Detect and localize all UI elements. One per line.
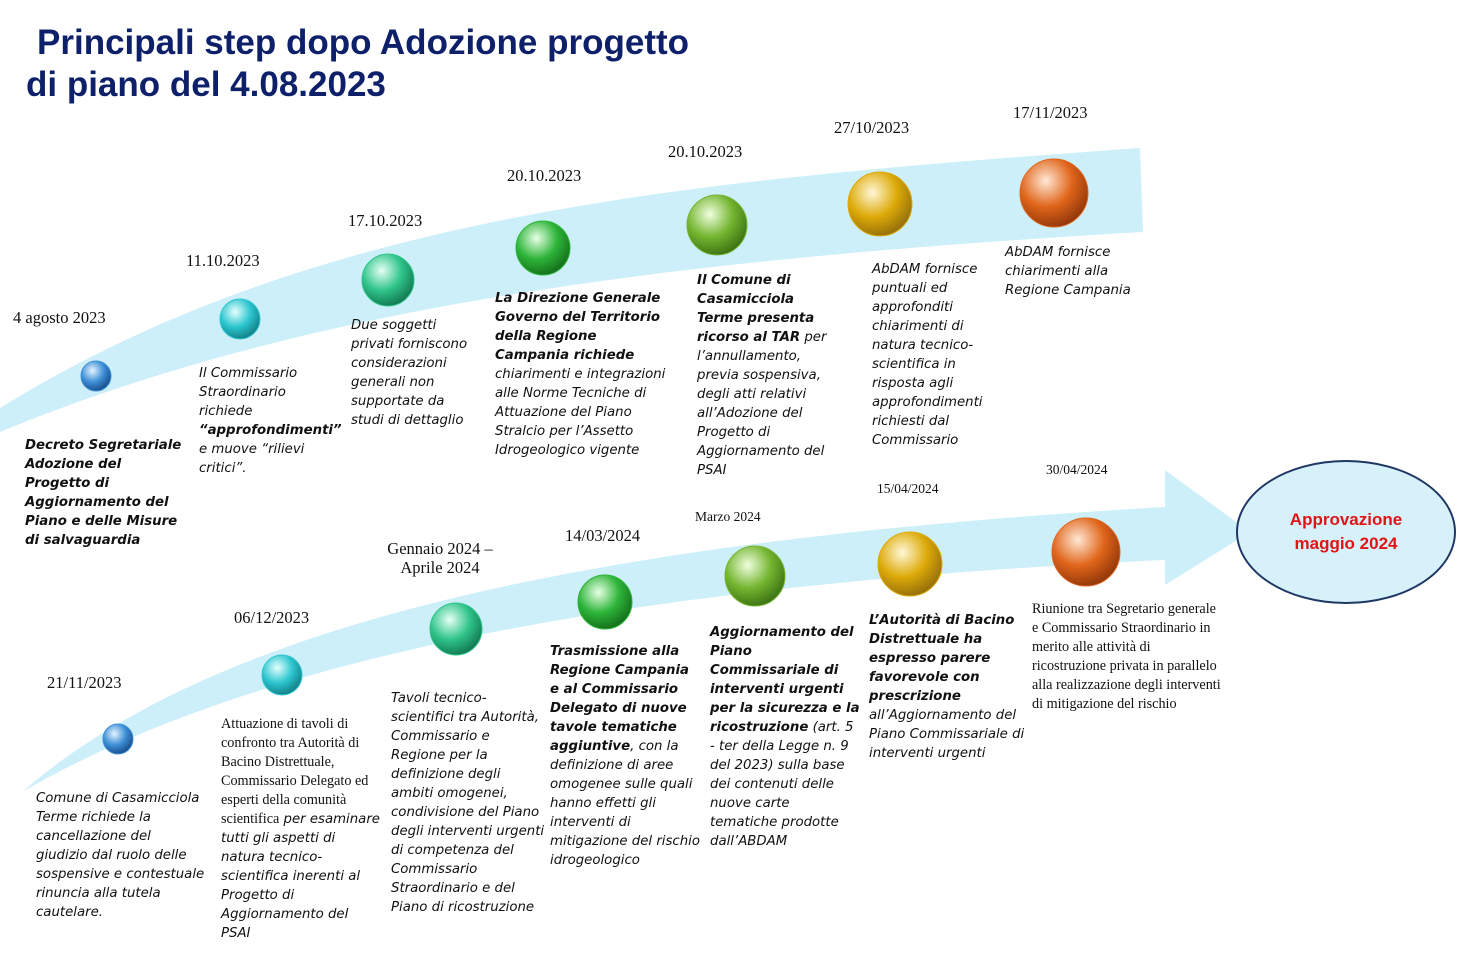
row1-milestone-dot-4: [516, 221, 570, 275]
row1-desc-3-part-1: Due soggetti privati forniscono considerazioni generali non supportate da studi di dettaglio: [351, 318, 468, 428]
row1-desc-6-part-1: AbDAM fornisce puntuali ed approfonditi chiarimenti di natura tecnico-scientifica in risposta agli approfondimenti richiesti dal Commissario: [872, 262, 983, 448]
row2-desc-3-part-1: Tavoli tecnico-scientifici tra Autorità, Commissario e Regione per la definizione degli ambiti omogenei, condivisione del Piano degli interventi urgenti di competenza del Commissario Straordinario e del Piano di ricostruzione: [391, 691, 545, 915]
row1-date-7: 17/11/2023: [1013, 103, 1088, 122]
row2-date-2: 06/12/2023: [234, 608, 310, 627]
row2-desc-7: [1032, 600, 1222, 714]
row2-desc-4-part-2: , con la definizione di aree omogenee sulle quali hanno effetti gli interventi di mitigazione del rischio idrogeologico: [550, 739, 700, 868]
row2-milestone-dot-3: [430, 603, 482, 655]
row2-desc-3: [391, 689, 546, 917]
row1-desc-4-part-2: chiarimenti e integrazioni alle Norme Tecniche di Attuazione del Piano Stralcio per l’Assetto Idrogeologico vigente: [495, 367, 666, 458]
row1-desc-2-part-1: Il Commissario Straordinario richiede: [199, 366, 298, 419]
row2-milestone-dot-5: [725, 546, 785, 606]
row1-desc-4-part-1: La Direzione Generale Governo del Territorio della Regione Campania richiede: [495, 291, 661, 363]
row2-desc-1-part-1: Comune di Casamicciola Terme richiede la cancellazione del giudizio dal ruolo delle sospensive e contestuale rinuncia alla tutela cautelare.: [36, 791, 205, 920]
row2-desc-2-part-3: per esaminare tutti gli aspetti di natura tecnico-scientifica inerenti al Progetto di Aggiornamento del PSAI: [221, 812, 380, 941]
row2-desc-4: [550, 642, 700, 870]
row2-desc-2-part-1: Attuazione di tavoli di confronto: [221, 716, 349, 751]
row1-desc-2: [199, 364, 342, 478]
row1-desc-4: [495, 289, 675, 460]
row1-date-3: 17.10.2023: [348, 211, 423, 230]
row2-desc-6-part-1: L’Autorità di Bacino Distrettuale ha espresso parere favorevole con prescrizione: [869, 613, 1015, 704]
row1-desc-3: [351, 316, 476, 430]
row2-desc-5-part-1: Aggiornamento del Piano Commissariale di interventi urgenti per la sicurezza e la ricostruzione: [710, 625, 860, 735]
row2-desc-2-part-2: tra Autorità di Bacino Distrettuale, Commissario Delegato ed esperti della comunità scientifica: [221, 735, 369, 827]
row1-desc-5-part-1: Il Comune di Casamicciola Terme presenta ricorso al TAR: [697, 273, 815, 345]
row2-date-7: 30/04/2024: [1046, 462, 1108, 477]
row2-desc-5: [710, 623, 860, 851]
row2-desc-6: [869, 611, 1034, 763]
row2-milestone-dot-2: [262, 655, 302, 695]
row1-desc-1-part-1: Decreto Segretariale Adozione del Progetto di Aggiornamento del Piano e delle Misure di salvaguardia: [25, 438, 182, 548]
row2-desc-5-part-2: (art. 5 - ter della Legge n. 9 del 2023) sulla base dei contenuti delle nuove carte tematiche prodotte dall’ABDAM: [710, 720, 854, 849]
row2-date-4: 14/03/2024: [565, 526, 641, 545]
row2-milestone-dot-7: [1052, 518, 1120, 586]
row2-milestone-dot-1: [103, 724, 133, 754]
row2-desc-7-part-1: Riunione tra Segretario generale e Commissario Straordinario in merito alle attività di ricostruzione: [1032, 601, 1216, 674]
row1-desc-6: [872, 260, 992, 450]
title-line-1: Principali step dopo Adozione progetto: [37, 23, 690, 62]
row1-date-5: 20.10.2023: [668, 142, 743, 161]
row2-desc-6-part-2: all’Aggiornamento del Piano Commissariale di interventi urgenti: [869, 708, 1025, 761]
row1-desc-1: [25, 436, 185, 550]
row2-desc-7-part-2: privata in parallelo alla realizzazione degli interventi di mitigazione del rischio: [1032, 658, 1221, 712]
row2-date-6: 15/04/2024: [877, 481, 939, 496]
row1-date-1: 4 agosto 2023: [13, 308, 106, 327]
row1-milestone-dot-3: [362, 254, 414, 306]
row2-date-1: 21/11/2023: [47, 673, 122, 692]
row2-desc-1: [36, 789, 206, 922]
row1-desc-7: [1005, 243, 1140, 300]
title-line-2: di piano del 4.08.2023: [26, 65, 386, 104]
row1-milestone-dot-5: [687, 195, 747, 255]
row1-desc-2-part-3: e muove “rilievi critici”.: [199, 442, 305, 476]
row2-date-3: Gennaio 2024 – Aprile 2024: [387, 539, 493, 577]
row1-milestone-dot-1: [81, 361, 111, 391]
row1-desc-7-part-1: AbDAM fornisce chiarimenti alla Regione Campania: [1005, 245, 1131, 298]
row1-desc-2-part-2: “approfondimenti”: [199, 423, 342, 438]
page-title: [26, 22, 689, 106]
row1-date-2: 11.10.2023: [186, 251, 260, 270]
row2-desc-4-part-1: Trasmissione alla Regione Campania e al Commissario Delegato di nuove tavole tematiche aggiuntive: [550, 644, 689, 754]
row2-desc-2: [221, 715, 381, 943]
row2-milestone-dot-6: [878, 532, 942, 596]
row1-milestone-dot-2: [220, 299, 260, 339]
final-line-1: Approvazione: [1289, 510, 1403, 529]
row1-milestone-dot-6: [848, 172, 912, 236]
final-line-2: maggio 2024: [1294, 534, 1398, 553]
row2-date-5: Marzo 2024: [695, 509, 761, 524]
row1-date-4: 20.10.2023: [507, 166, 582, 185]
row1-milestone-dot-7: [1020, 159, 1088, 227]
row1-desc-5: [697, 271, 832, 480]
final-approval-ellipse: [1236, 460, 1456, 604]
row1-desc-5-part-2: per l’annullamento, previa sospensiva, degli atti relativi all’Adozione del Progetto di Aggiornamento del PSAI: [697, 330, 827, 478]
row2-milestone-dot-4: [578, 575, 632, 629]
row1-date-6: 27/10/2023: [834, 118, 910, 137]
